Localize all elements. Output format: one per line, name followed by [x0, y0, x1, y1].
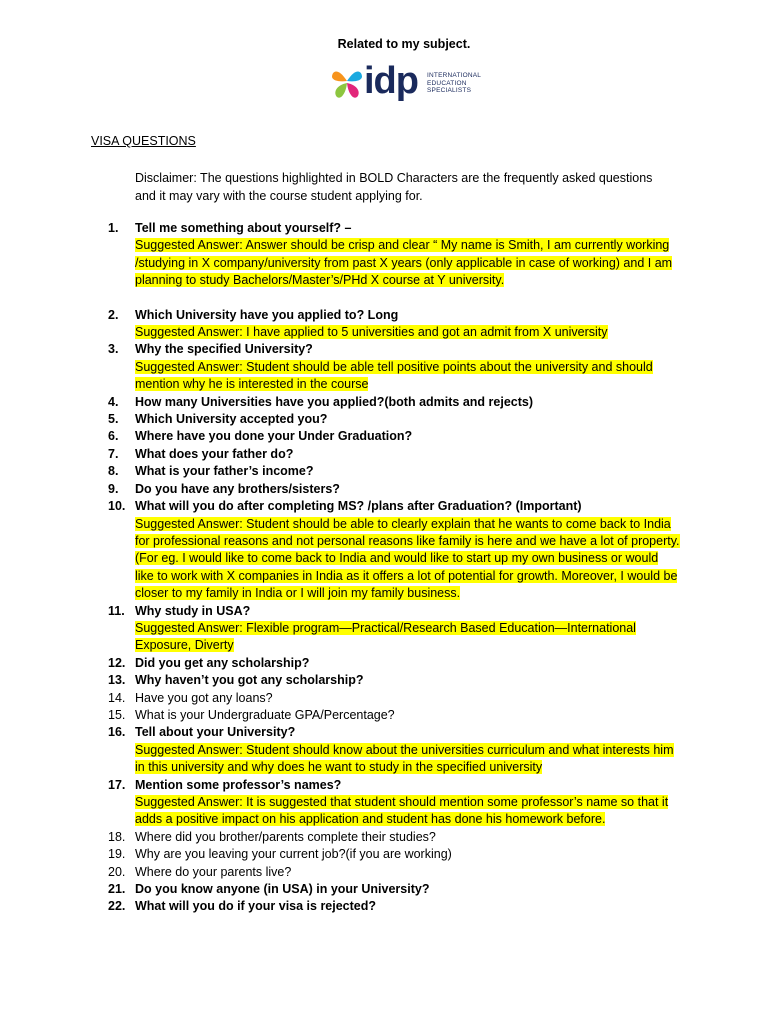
question-number: 18. [108, 829, 126, 844]
question-text: Why study in USA? [135, 603, 251, 618]
logo-wordmark: idp [364, 60, 418, 102]
suggested-answer [135, 516, 680, 603]
question-number: 7. [108, 446, 119, 461]
question-item [0, 463, 768, 480]
question-text: What is your Undergraduate GPA/Percentage? [135, 707, 395, 722]
question-number: 17. [108, 777, 126, 792]
suggested-answer-text: Suggested Answer: I have applied to 5 universities and got an admit from X university [135, 325, 608, 340]
question-item [0, 655, 768, 672]
question-text: Do you know anyone (in USA) in your University? [135, 882, 430, 897]
question-number: 22. [108, 899, 126, 914]
question-text: Which University accepted you? [135, 412, 328, 427]
question-item [0, 777, 768, 829]
question-text: What will you do if your visa is rejected? [135, 899, 377, 914]
question-item [0, 411, 768, 428]
question-text: Where did you brother/parents complete their studies? [135, 829, 436, 844]
suggested-answer-text: Suggested Answer: Student should know about the universities curriculum and what interests him in this university and why does he want to study in the specified university [135, 742, 674, 775]
logo-tagline-line: SPECIALISTS [427, 87, 472, 94]
logo-tagline-line: EDUCATION [427, 79, 467, 87]
question-item [0, 690, 768, 707]
question-text: Where do your parents live? [135, 864, 292, 879]
question-text: Tell me something about yourself? – [135, 221, 352, 235]
disclaimer-text: Disclaimer: The questions highlighted in BOLD Characters are the frequently asked questions and it may vary with the course student applying for. [135, 171, 653, 203]
idp-logo [330, 60, 490, 105]
question-text: Did you get any scholarship? [135, 655, 310, 670]
suggested-answer [135, 620, 680, 655]
question-item [0, 846, 768, 863]
question-number: 8. [108, 464, 119, 479]
suggested-answer-text: Suggested Answer: Answer should be crisp and clear “ My name is Smith, I am currently working /studying in X company/university from past X years (only applicable in case of working) and I am planning to study Bachelors/Master’s/PHd X course at Y university. [135, 238, 673, 288]
question-number: 6. [108, 429, 119, 444]
suggested-answer [135, 794, 680, 829]
question-item [0, 672, 768, 689]
question-text: What is your father’s income? [135, 464, 314, 479]
question-text: Have you got any loans? [135, 690, 273, 705]
suggested-answer [135, 359, 680, 394]
question-item [0, 481, 768, 498]
question-number: 12. [108, 655, 126, 670]
question-text: What will you do after completing MS? /plans after Graduation? (Important) [135, 499, 582, 514]
logo-tagline-line: INTERNATIONAL [427, 72, 482, 79]
section-heading: VISA QUESTIONS [91, 134, 196, 148]
suggested-answer-text: Suggested Answer: Flexible program—Practical/Research Based Education—International Exposure, Diverty [135, 620, 636, 653]
logo-tagline [427, 72, 481, 95]
question-item [0, 864, 768, 881]
question-list [0, 220, 768, 916]
suggested-answer-text: Suggested Answer: Student should be able tell positive points about the university and should mention why he is interested in the course [135, 359, 653, 392]
page-title: Related to my subject. [337, 37, 471, 51]
question-text: Mention some professor’s names? [135, 777, 342, 792]
question-number: 2. [108, 307, 119, 322]
question-number: 21. [108, 882, 126, 897]
question-item [0, 603, 768, 655]
question-item [0, 724, 768, 776]
suggested-answer [135, 324, 680, 341]
question-number: 15. [108, 707, 126, 722]
question-text: What does your father do? [135, 446, 294, 461]
suggested-answer [135, 742, 680, 777]
question-number: 4. [108, 394, 119, 409]
question-number: 19. [108, 847, 126, 862]
question-text: Which University have you applied to? Long [135, 307, 399, 322]
question-text: Where have you done your Under Graduation? [135, 429, 413, 444]
question-text: Why haven’t you got any scholarship? [135, 673, 364, 688]
question-item [0, 341, 768, 393]
question-item [0, 428, 768, 445]
question-item [0, 446, 768, 463]
question-number: 16. [108, 725, 126, 740]
question-number: 13. [108, 673, 126, 688]
question-number: 5. [108, 412, 119, 427]
question-text: How many Universities have you applied?(both admits and rejects) [135, 394, 534, 409]
question-number: 10. [108, 499, 126, 514]
question-item [0, 707, 768, 724]
idp-petal-icon [330, 63, 364, 103]
question-number: 20. [108, 864, 126, 879]
question-number: 11. [108, 603, 125, 618]
question-item [0, 394, 768, 411]
question-text: Why the specified University? [135, 342, 313, 357]
question-text: Tell about your University? [135, 725, 296, 740]
suggested-answer-text: Suggested Answer: It is suggested that student should mention some professor’s name so that it adds a positive impact on his application and student has done his homework before. [135, 795, 669, 827]
question-text: Why are you leaving your current job?(if you are working) [135, 847, 452, 862]
question-number: 3. [108, 342, 119, 357]
question-item [0, 829, 768, 846]
question-item [0, 898, 768, 915]
question-text: Do you have any brothers/sisters? [135, 481, 340, 496]
suggested-answer [135, 237, 680, 289]
question-item [0, 498, 768, 602]
question-number: 14. [108, 690, 126, 705]
suggested-answer-text: Suggested Answer: Student should be able to clearly explain that he wants to come back to India for professional reasons and not personal reasons like family is here and we have a lot of property. (For eg. I would like to come back to India and would like to start up my own business or would like to work with X companies in India as it offers a lot of potential for growth. Moreover, I would be closer to my family in India or I will join my family business. [135, 516, 680, 601]
question-item [0, 220, 768, 290]
question-number: 9. [108, 481, 119, 496]
question-number: 1. [108, 221, 119, 235]
question-item [0, 307, 768, 342]
question-item [0, 881, 768, 898]
